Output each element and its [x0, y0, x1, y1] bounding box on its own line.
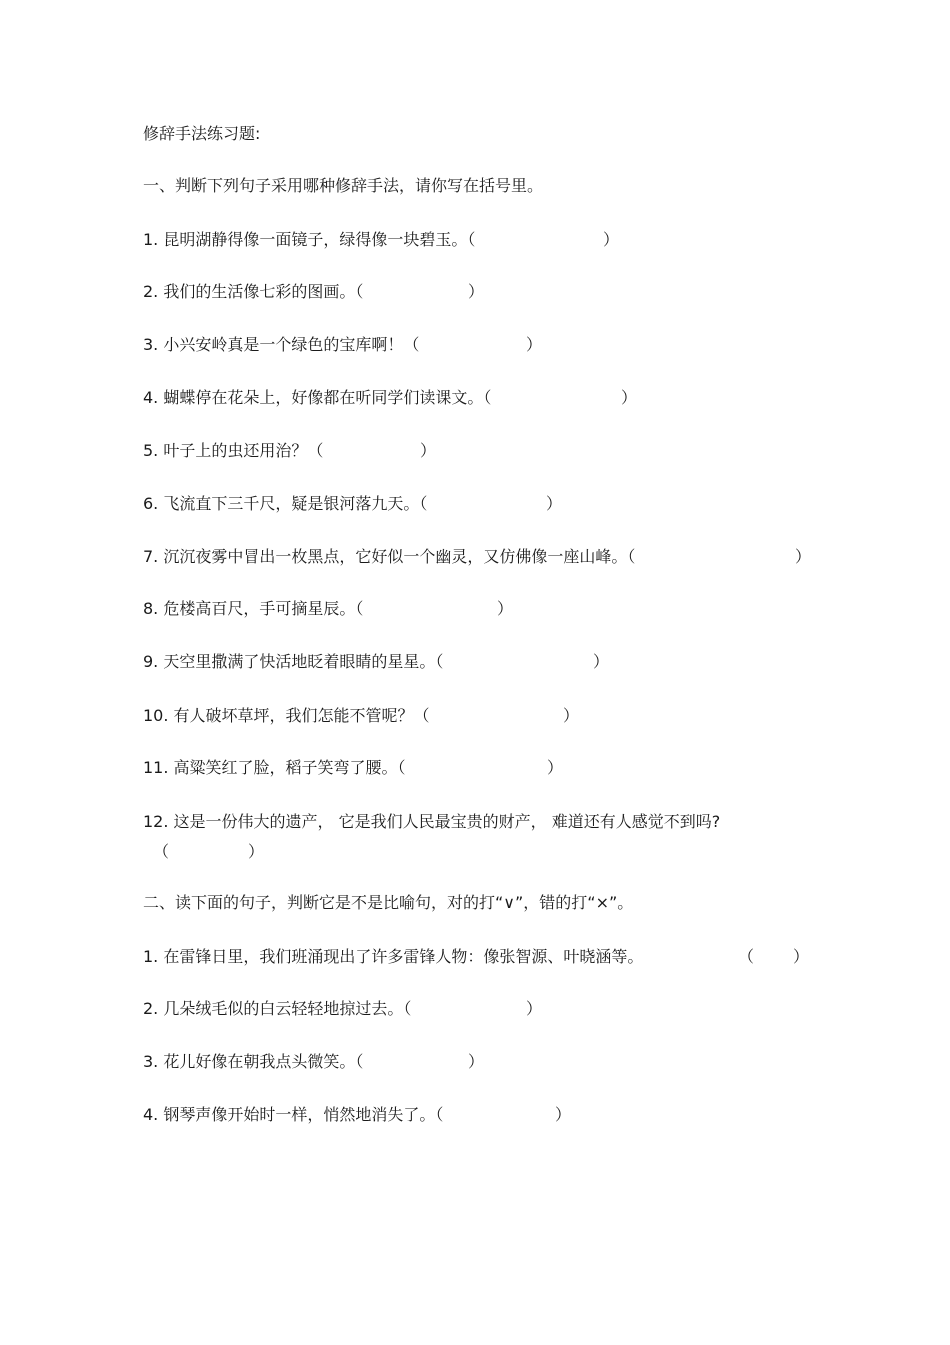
- answer-blank-close[interactable]: ）: [593, 652, 610, 671]
- page-title: 修辞手法练习题:: [143, 124, 261, 143]
- question-item: [143, 493, 843, 515]
- question-item: [143, 998, 843, 1020]
- question-text: 7. 沉沉夜雾中冒出一枚黑点，它好似一个幽灵，又仿佛像一座山峰。（: [143, 547, 636, 566]
- question-text: 4. 钢琴声像开始时一样，悄然地消失了。（: [143, 1105, 444, 1124]
- question-text: 3. 小兴安岭真是一个绿色的宝库啊！（: [143, 335, 420, 354]
- answer-blank-close[interactable]: ）: [468, 282, 485, 301]
- answer-blank-close[interactable]: ）: [793, 947, 810, 966]
- question-text: 4. 蝴蝶停在花朵上，好像都在听同学们读课文。（: [143, 388, 492, 407]
- question-text: 9. 天空里撒满了快活地眨着眼睛的星星。（: [143, 652, 444, 671]
- question-item: [143, 946, 843, 968]
- question-item: [143, 651, 843, 673]
- question-text: 1. 在雷锋日里，我们班涌现出了许多雷锋人物：像张智源、叶晓涵等。: [143, 947, 644, 966]
- question-item: [143, 334, 843, 356]
- section-1-heading: 一、判断下列句子采用哪种修辞手法，请你写在括号里。: [143, 176, 544, 195]
- question-text: 10. 有人破坏草坪，我们怎能不管呢？（: [143, 706, 430, 725]
- question-item: [143, 387, 843, 409]
- question-text: 2. 几朵绒毛似的白云轻轻地掠过去。（: [143, 999, 412, 1018]
- question-item: [143, 757, 843, 779]
- answer-blank-close[interactable]: ）: [497, 599, 514, 618]
- answer-blank-open[interactable]: （: [153, 842, 170, 861]
- answer-blank-close[interactable]: ）: [563, 706, 580, 725]
- question-text: 1. 昆明湖静得像一面镜子，绿得像一块碧玉。（: [143, 230, 476, 249]
- section-2-heading: 二、读下面的句子，判断它是不是比喻句，对的打“∨”，错的打“×”。: [143, 893, 634, 912]
- question-text: 6. 飞流直下三千尺，疑是银河落九天。（: [143, 494, 428, 513]
- question-item: [143, 705, 843, 727]
- question-item: [143, 1051, 843, 1073]
- answer-blank-close[interactable]: ）: [248, 842, 265, 861]
- question-text: 5. 叶子上的虫还用治？（: [143, 441, 324, 460]
- answer-blank-close[interactable]: ）: [468, 1052, 485, 1071]
- answer-blank-close[interactable]: ）: [603, 230, 620, 249]
- question-text: 12. 这是一份伟大的遗产， 它是我们人民最宝贵的财产， 难道还有人感觉不到吗?: [143, 812, 721, 831]
- answer-blank-close[interactable]: ）: [546, 494, 563, 513]
- question-item: [143, 440, 843, 462]
- question-text: 2. 我们的生活像七彩的图画。（: [143, 282, 364, 301]
- question-text: 3. 花儿好像在朝我点头微笑。（: [143, 1052, 364, 1071]
- answer-blank-close[interactable]: ）: [795, 547, 812, 566]
- answer-blank-close[interactable]: ）: [547, 758, 564, 777]
- answer-blank-open[interactable]: （: [738, 947, 755, 966]
- question-text: 11. 高粱笑红了脸，稻子笑弯了腰。（: [143, 758, 406, 777]
- question-item: [143, 598, 843, 620]
- answer-blank-close[interactable]: ）: [526, 999, 543, 1018]
- question-text: 8. 危楼高百尺，手可摘星辰。（: [143, 599, 364, 618]
- answer-blank-close[interactable]: ）: [555, 1105, 572, 1124]
- answer-blank-close[interactable]: ）: [526, 335, 543, 354]
- question-item: [143, 281, 843, 303]
- question-item: [143, 546, 843, 568]
- question-item: [143, 229, 843, 251]
- answer-blank-close[interactable]: ）: [420, 441, 437, 460]
- question-item: [143, 1104, 843, 1126]
- answer-blank-close[interactable]: ）: [621, 388, 638, 407]
